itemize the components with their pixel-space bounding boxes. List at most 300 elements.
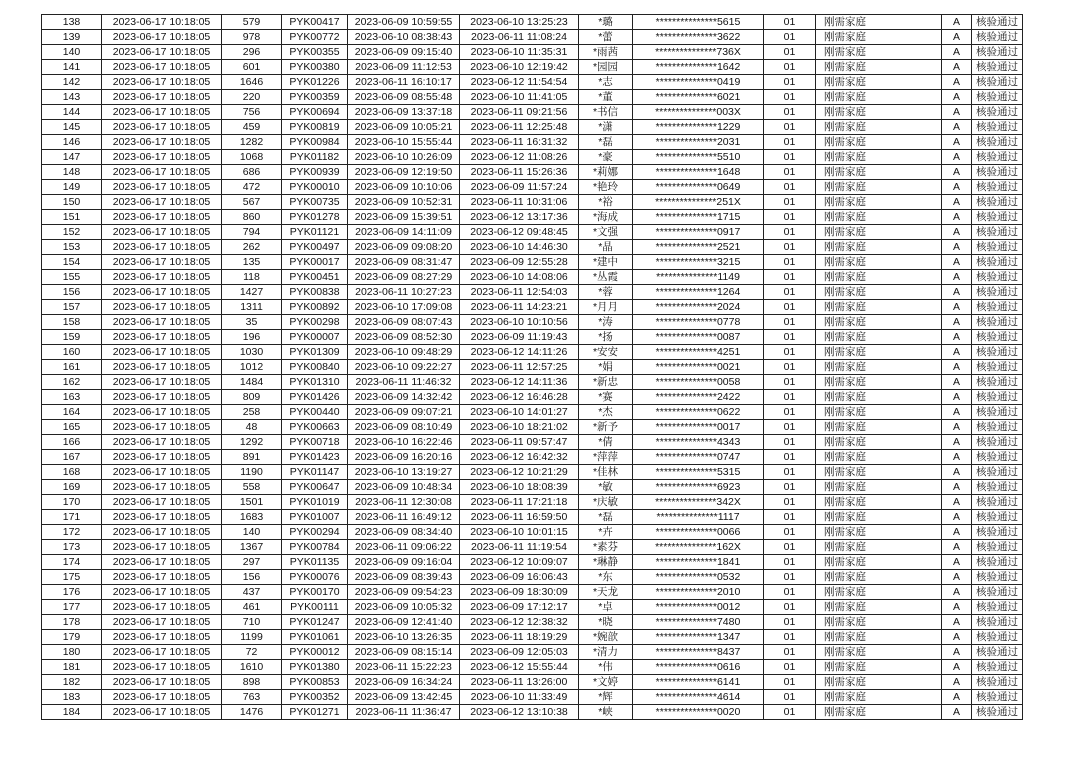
table-row <box>42 660 1023 675</box>
cell-number: 196 <box>222 330 282 345</box>
cell-status: 核验通过 <box>972 375 1023 390</box>
cell-timestamp: 2023-06-17 10:18:05 <box>102 135 222 150</box>
cell-category: 刚需家庭 <box>816 165 942 180</box>
cell-type-code: 01 <box>764 285 816 300</box>
cell-code: PYK00417 <box>282 15 348 30</box>
cell-seq: 149 <box>42 180 102 195</box>
cell-grade: A <box>942 525 972 540</box>
cell-code: PYK00497 <box>282 240 348 255</box>
cell-number: 1292 <box>222 435 282 450</box>
cell-number: 710 <box>222 615 282 630</box>
cell-status: 核验通过 <box>972 105 1023 120</box>
cell-category: 刚需家庭 <box>816 75 942 90</box>
cell-category: 刚需家庭 <box>816 60 942 75</box>
cell-category: 刚需家庭 <box>816 45 942 60</box>
cell-id-masked: ***************4343 <box>633 435 764 450</box>
cell-grade: A <box>942 60 972 75</box>
cell-end-time: 2023-06-10 10:01:15 <box>460 525 579 540</box>
cell-end-time: 2023-06-11 18:19:29 <box>460 630 579 645</box>
table-row <box>42 225 1023 240</box>
cell-seq: 159 <box>42 330 102 345</box>
table-row <box>42 150 1023 165</box>
cell-id-masked: ***************0012 <box>633 600 764 615</box>
cell-name: *磊 <box>579 135 633 150</box>
cell-name: *敏 <box>579 480 633 495</box>
cell-name: *莉娜 <box>579 165 633 180</box>
cell-name: *豪 <box>579 150 633 165</box>
cell-seq: 183 <box>42 690 102 705</box>
cell-code: PYK00939 <box>282 165 348 180</box>
cell-status: 核验通过 <box>972 645 1023 660</box>
cell-id-masked: ***************003X <box>633 105 764 120</box>
cell-name: *新忠 <box>579 375 633 390</box>
cell-type-code: 01 <box>764 120 816 135</box>
cell-status: 核验通过 <box>972 330 1023 345</box>
cell-id-masked: ***************8437 <box>633 645 764 660</box>
table-row <box>42 300 1023 315</box>
cell-grade: A <box>942 15 972 30</box>
cell-number: 140 <box>222 525 282 540</box>
cell-start-time: 2023-06-09 15:39:51 <box>348 210 460 225</box>
cell-seq: 143 <box>42 90 102 105</box>
cell-id-masked: ***************5510 <box>633 150 764 165</box>
cell-type-code: 01 <box>764 600 816 615</box>
cell-id-masked: ***************1642 <box>633 60 764 75</box>
cell-name: *娟 <box>579 360 633 375</box>
cell-end-time: 2023-06-12 11:54:54 <box>460 75 579 90</box>
table-row <box>42 90 1023 105</box>
cell-status: 核验通过 <box>972 285 1023 300</box>
cell-id-masked: ***************0778 <box>633 315 764 330</box>
cell-status: 核验通过 <box>972 180 1023 195</box>
cell-start-time: 2023-06-09 09:08:20 <box>348 240 460 255</box>
cell-name: *涛 <box>579 315 633 330</box>
cell-type-code: 01 <box>764 255 816 270</box>
cell-status: 核验通过 <box>972 135 1023 150</box>
cell-type-code: 01 <box>764 330 816 345</box>
cell-grade: A <box>942 195 972 210</box>
cell-type-code: 01 <box>764 300 816 315</box>
cell-grade: A <box>942 600 972 615</box>
cell-seq: 146 <box>42 135 102 150</box>
cell-timestamp: 2023-06-17 10:18:05 <box>102 150 222 165</box>
cell-name: *天龙 <box>579 585 633 600</box>
cell-end-time: 2023-06-11 12:54:03 <box>460 285 579 300</box>
cell-grade: A <box>942 255 972 270</box>
cell-id-masked: ***************0532 <box>633 570 764 585</box>
cell-grade: A <box>942 435 972 450</box>
cell-timestamp: 2023-06-17 10:18:05 <box>102 405 222 420</box>
cell-number: 1282 <box>222 135 282 150</box>
cell-code: PYK00012 <box>282 645 348 660</box>
cell-seq: 158 <box>42 315 102 330</box>
cell-name: *杰 <box>579 405 633 420</box>
cell-category: 刚需家庭 <box>816 390 942 405</box>
cell-grade: A <box>942 660 972 675</box>
cell-grade: A <box>942 360 972 375</box>
cell-number: 437 <box>222 585 282 600</box>
cell-timestamp: 2023-06-17 10:18:05 <box>102 90 222 105</box>
cell-grade: A <box>942 390 972 405</box>
cell-code: PYK01007 <box>282 510 348 525</box>
cell-grade: A <box>942 180 972 195</box>
cell-grade: A <box>942 75 972 90</box>
cell-name: *倩 <box>579 435 633 450</box>
cell-status: 核验通过 <box>972 15 1023 30</box>
cell-grade: A <box>942 45 972 60</box>
cell-timestamp: 2023-06-17 10:18:05 <box>102 630 222 645</box>
cell-number: 898 <box>222 675 282 690</box>
cell-category: 刚需家庭 <box>816 210 942 225</box>
cell-grade: A <box>942 540 972 555</box>
cell-status: 核验通过 <box>972 195 1023 210</box>
cell-start-time: 2023-06-09 08:27:29 <box>348 270 460 285</box>
cell-status: 核验通过 <box>972 360 1023 375</box>
cell-status: 核验通过 <box>972 270 1023 285</box>
cell-timestamp: 2023-06-17 10:18:05 <box>102 15 222 30</box>
cell-category: 刚需家庭 <box>816 30 942 45</box>
cell-number: 763 <box>222 690 282 705</box>
cell-grade: A <box>942 165 972 180</box>
cell-category: 刚需家庭 <box>816 585 942 600</box>
cell-status: 核验通过 <box>972 690 1023 705</box>
cell-end-time: 2023-06-11 13:26:00 <box>460 675 579 690</box>
cell-timestamp: 2023-06-17 10:18:05 <box>102 240 222 255</box>
cell-status: 核验通过 <box>972 60 1023 75</box>
cell-end-time: 2023-06-09 12:05:03 <box>460 645 579 660</box>
cell-start-time: 2023-06-09 08:52:30 <box>348 330 460 345</box>
cell-code: PYK00853 <box>282 675 348 690</box>
cell-end-time: 2023-06-12 12:38:32 <box>460 615 579 630</box>
cell-category: 刚需家庭 <box>816 525 942 540</box>
table-row <box>42 255 1023 270</box>
cell-id-masked: ***************1149 <box>633 270 764 285</box>
cell-start-time: 2023-06-11 15:22:23 <box>348 660 460 675</box>
records-table <box>41 14 1023 720</box>
cell-start-time: 2023-06-09 08:34:40 <box>348 525 460 540</box>
cell-code: PYK01271 <box>282 705 348 720</box>
cell-number: 1012 <box>222 360 282 375</box>
cell-number: 459 <box>222 120 282 135</box>
cell-timestamp: 2023-06-17 10:18:05 <box>102 585 222 600</box>
cell-category: 刚需家庭 <box>816 240 942 255</box>
cell-type-code: 01 <box>764 180 816 195</box>
cell-code: PYK00772 <box>282 30 348 45</box>
cell-end-time: 2023-06-12 10:21:29 <box>460 465 579 480</box>
cell-type-code: 01 <box>764 675 816 690</box>
cell-timestamp: 2023-06-17 10:18:05 <box>102 600 222 615</box>
cell-id-masked: ***************6923 <box>633 480 764 495</box>
cell-timestamp: 2023-06-17 10:18:05 <box>102 225 222 240</box>
cell-number: 1427 <box>222 285 282 300</box>
cell-name: *婉歆 <box>579 630 633 645</box>
cell-seq: 170 <box>42 495 102 510</box>
cell-category: 刚需家庭 <box>816 555 942 570</box>
cell-category: 刚需家庭 <box>816 135 942 150</box>
cell-category: 刚需家庭 <box>816 255 942 270</box>
cell-end-time: 2023-06-11 15:26:36 <box>460 165 579 180</box>
cell-code: PYK00111 <box>282 600 348 615</box>
table-row <box>42 180 1023 195</box>
cell-seq: 166 <box>42 435 102 450</box>
cell-number: 1199 <box>222 630 282 645</box>
cell-id-masked: ***************0021 <box>633 360 764 375</box>
table-row <box>42 525 1023 540</box>
cell-category: 刚需家庭 <box>816 705 942 720</box>
cell-grade: A <box>942 585 972 600</box>
cell-number: 1068 <box>222 150 282 165</box>
cell-grade: A <box>942 705 972 720</box>
cell-start-time: 2023-06-10 08:38:43 <box>348 30 460 45</box>
cell-seq: 172 <box>42 525 102 540</box>
cell-code: PYK01380 <box>282 660 348 675</box>
cell-id-masked: ***************3622 <box>633 30 764 45</box>
cell-id-masked: ***************5615 <box>633 15 764 30</box>
table-row <box>42 15 1023 30</box>
cell-status: 核验通过 <box>972 570 1023 585</box>
table-row <box>42 540 1023 555</box>
cell-type-code: 01 <box>764 645 816 660</box>
cell-start-time: 2023-06-10 13:19:27 <box>348 465 460 480</box>
cell-end-time: 2023-06-10 11:41:05 <box>460 90 579 105</box>
cell-code: PYK00892 <box>282 300 348 315</box>
table-row <box>42 435 1023 450</box>
cell-grade: A <box>942 480 972 495</box>
cell-seq: 171 <box>42 510 102 525</box>
cell-id-masked: ***************162X <box>633 540 764 555</box>
cell-type-code: 01 <box>764 420 816 435</box>
cell-grade: A <box>942 495 972 510</box>
cell-name: *晶 <box>579 240 633 255</box>
cell-category: 刚需家庭 <box>816 615 942 630</box>
cell-seq: 176 <box>42 585 102 600</box>
cell-type-code: 01 <box>764 15 816 30</box>
cell-category: 刚需家庭 <box>816 540 942 555</box>
cell-grade: A <box>942 105 972 120</box>
cell-name: *海成 <box>579 210 633 225</box>
cell-type-code: 01 <box>764 60 816 75</box>
cell-timestamp: 2023-06-17 10:18:05 <box>102 180 222 195</box>
cell-type-code: 01 <box>764 150 816 165</box>
cell-category: 刚需家庭 <box>816 330 942 345</box>
cell-timestamp: 2023-06-17 10:18:05 <box>102 450 222 465</box>
cell-type-code: 01 <box>764 165 816 180</box>
cell-code: PYK00440 <box>282 405 348 420</box>
table-row <box>42 480 1023 495</box>
cell-number: 1367 <box>222 540 282 555</box>
cell-seq: 163 <box>42 390 102 405</box>
cell-number: 579 <box>222 15 282 30</box>
cell-seq: 162 <box>42 375 102 390</box>
cell-timestamp: 2023-06-17 10:18:05 <box>102 345 222 360</box>
cell-id-masked: ***************1347 <box>633 630 764 645</box>
cell-type-code: 01 <box>764 450 816 465</box>
cell-id-masked: ***************6141 <box>633 675 764 690</box>
table-row <box>42 645 1023 660</box>
cell-code: PYK00298 <box>282 315 348 330</box>
cell-timestamp: 2023-06-17 10:18:05 <box>102 660 222 675</box>
cell-start-time: 2023-06-09 16:34:24 <box>348 675 460 690</box>
cell-status: 核验通过 <box>972 420 1023 435</box>
cell-type-code: 01 <box>764 270 816 285</box>
cell-type-code: 01 <box>764 90 816 105</box>
cell-number: 1683 <box>222 510 282 525</box>
cell-end-time: 2023-06-10 18:21:02 <box>460 420 579 435</box>
cell-category: 刚需家庭 <box>816 225 942 240</box>
cell-timestamp: 2023-06-17 10:18:05 <box>102 645 222 660</box>
cell-id-masked: ***************0917 <box>633 225 764 240</box>
cell-timestamp: 2023-06-17 10:18:05 <box>102 45 222 60</box>
cell-start-time: 2023-06-09 10:59:55 <box>348 15 460 30</box>
cell-status: 核验通过 <box>972 225 1023 240</box>
table-row <box>42 240 1023 255</box>
cell-seq: 144 <box>42 105 102 120</box>
cell-code: PYK01226 <box>282 75 348 90</box>
table-row <box>42 495 1023 510</box>
cell-id-masked: ***************1229 <box>633 120 764 135</box>
cell-id-masked: ***************4251 <box>633 345 764 360</box>
cell-end-time: 2023-06-10 14:46:30 <box>460 240 579 255</box>
cell-seq: 173 <box>42 540 102 555</box>
cell-type-code: 01 <box>764 660 816 675</box>
cell-number: 567 <box>222 195 282 210</box>
cell-id-masked: ***************342X <box>633 495 764 510</box>
cell-code: PYK00359 <box>282 90 348 105</box>
cell-end-time: 2023-06-10 14:01:27 <box>460 405 579 420</box>
cell-id-masked: ***************5315 <box>633 465 764 480</box>
cell-seq: 174 <box>42 555 102 570</box>
cell-start-time: 2023-06-09 08:15:14 <box>348 645 460 660</box>
cell-number: 296 <box>222 45 282 60</box>
cell-code: PYK00663 <box>282 420 348 435</box>
cell-timestamp: 2023-06-17 10:18:05 <box>102 165 222 180</box>
cell-code: PYK00017 <box>282 255 348 270</box>
cell-category: 刚需家庭 <box>816 660 942 675</box>
cell-category: 刚需家庭 <box>816 15 942 30</box>
cell-type-code: 01 <box>764 480 816 495</box>
cell-start-time: 2023-06-09 08:31:47 <box>348 255 460 270</box>
cell-id-masked: ***************1715 <box>633 210 764 225</box>
cell-category: 刚需家庭 <box>816 435 942 450</box>
cell-end-time: 2023-06-12 13:10:38 <box>460 705 579 720</box>
cell-start-time: 2023-06-09 10:10:06 <box>348 180 460 195</box>
cell-name: *佳林 <box>579 465 633 480</box>
cell-code: PYK01135 <box>282 555 348 570</box>
cell-id-masked: ***************1841 <box>633 555 764 570</box>
cell-number: 472 <box>222 180 282 195</box>
cell-id-masked: ***************0419 <box>633 75 764 90</box>
table-row <box>42 45 1023 60</box>
cell-code: PYK01019 <box>282 495 348 510</box>
cell-category: 刚需家庭 <box>816 570 942 585</box>
cell-timestamp: 2023-06-17 10:18:05 <box>102 480 222 495</box>
cell-type-code: 01 <box>764 405 816 420</box>
cell-start-time: 2023-06-09 14:11:09 <box>348 225 460 240</box>
cell-category: 刚需家庭 <box>816 105 942 120</box>
cell-category: 刚需家庭 <box>816 90 942 105</box>
cell-code: PYK00294 <box>282 525 348 540</box>
cell-number: 809 <box>222 390 282 405</box>
cell-timestamp: 2023-06-17 10:18:05 <box>102 495 222 510</box>
cell-number: 135 <box>222 255 282 270</box>
cell-type-code: 01 <box>764 630 816 645</box>
cell-seq: 145 <box>42 120 102 135</box>
cell-seq: 139 <box>42 30 102 45</box>
cell-seq: 153 <box>42 240 102 255</box>
cell-code: PYK00647 <box>282 480 348 495</box>
cell-seq: 147 <box>42 150 102 165</box>
cell-status: 核验通过 <box>972 675 1023 690</box>
cell-grade: A <box>942 690 972 705</box>
cell-status: 核验通过 <box>972 630 1023 645</box>
cell-start-time: 2023-06-11 10:27:23 <box>348 285 460 300</box>
cell-seq: 164 <box>42 405 102 420</box>
cell-seq: 138 <box>42 15 102 30</box>
cell-category: 刚需家庭 <box>816 120 942 135</box>
cell-grade: A <box>942 90 972 105</box>
cell-end-time: 2023-06-09 11:19:43 <box>460 330 579 345</box>
cell-timestamp: 2023-06-17 10:18:05 <box>102 120 222 135</box>
cell-code: PYK01061 <box>282 630 348 645</box>
cell-end-time: 2023-06-12 16:42:32 <box>460 450 579 465</box>
cell-status: 核验通过 <box>972 120 1023 135</box>
cell-id-masked: ***************2521 <box>633 240 764 255</box>
cell-name: *新予 <box>579 420 633 435</box>
cell-timestamp: 2023-06-17 10:18:05 <box>102 210 222 225</box>
cell-id-masked: ***************7480 <box>633 615 764 630</box>
cell-end-time: 2023-06-11 12:25:48 <box>460 120 579 135</box>
cell-end-time: 2023-06-11 09:21:56 <box>460 105 579 120</box>
cell-status: 核验通过 <box>972 345 1023 360</box>
cell-number: 860 <box>222 210 282 225</box>
cell-type-code: 01 <box>764 465 816 480</box>
cell-status: 核验通过 <box>972 45 1023 60</box>
cell-end-time: 2023-06-11 14:23:21 <box>460 300 579 315</box>
cell-code: PYK00007 <box>282 330 348 345</box>
cell-end-time: 2023-06-12 13:17:36 <box>460 210 579 225</box>
cell-seq: 165 <box>42 420 102 435</box>
table-row <box>42 285 1023 300</box>
cell-code: PYK00352 <box>282 690 348 705</box>
cell-type-code: 01 <box>764 360 816 375</box>
cell-status: 核验通过 <box>972 240 1023 255</box>
cell-end-time: 2023-06-12 14:11:26 <box>460 345 579 360</box>
cell-grade: A <box>942 630 972 645</box>
cell-type-code: 01 <box>764 570 816 585</box>
cell-name: *文婷 <box>579 675 633 690</box>
cell-name: *安安 <box>579 345 633 360</box>
cell-name: *裕 <box>579 195 633 210</box>
cell-type-code: 01 <box>764 345 816 360</box>
cell-seq: 161 <box>42 360 102 375</box>
cell-grade: A <box>942 555 972 570</box>
table-row <box>42 210 1023 225</box>
cell-grade: A <box>942 315 972 330</box>
cell-timestamp: 2023-06-17 10:18:05 <box>102 30 222 45</box>
cell-category: 刚需家庭 <box>816 480 942 495</box>
cell-status: 核验通过 <box>972 465 1023 480</box>
cell-category: 刚需家庭 <box>816 510 942 525</box>
cell-code: PYK01309 <box>282 345 348 360</box>
cell-category: 刚需家庭 <box>816 465 942 480</box>
cell-start-time: 2023-06-09 09:16:04 <box>348 555 460 570</box>
cell-name: *庆敏 <box>579 495 633 510</box>
cell-code: PYK01423 <box>282 450 348 465</box>
cell-number: 1484 <box>222 375 282 390</box>
cell-end-time: 2023-06-09 11:57:24 <box>460 180 579 195</box>
cell-number: 262 <box>222 240 282 255</box>
cell-timestamp: 2023-06-17 10:18:05 <box>102 255 222 270</box>
